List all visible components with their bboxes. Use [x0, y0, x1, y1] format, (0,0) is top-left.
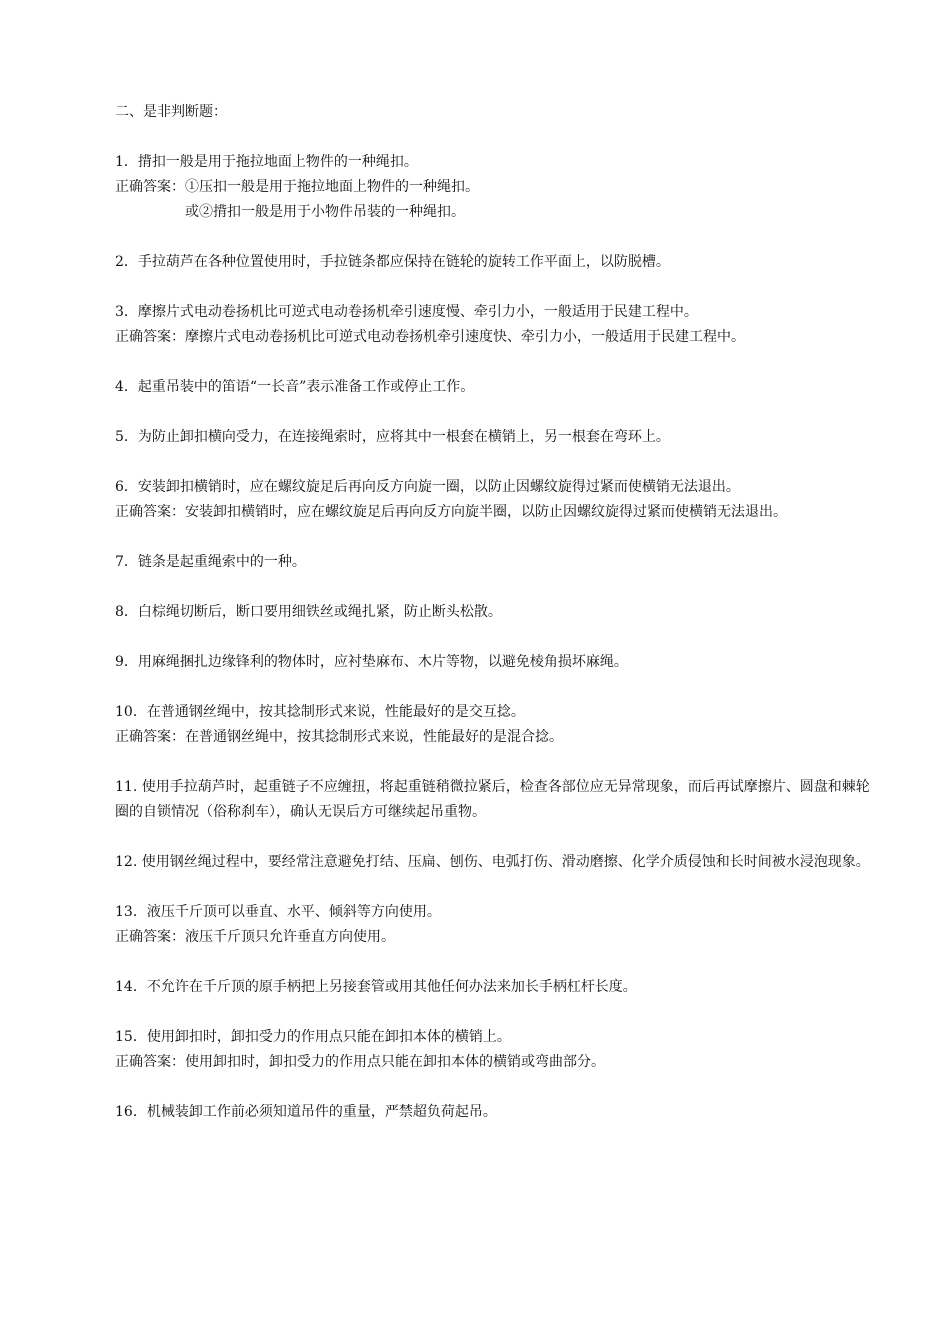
- question-text: 16．机械装卸工作前必须知道吊件的重量，严禁超负荷起吊。: [115, 1104, 497, 1120]
- question-item-12: [115, 850, 875, 875]
- question-item-3: [115, 300, 875, 350]
- question-text: 6．安装卸扣横销时，应在螺纹旋足后再向反方向旋一圈，以防止因螺纹旋得过紧而使横销无法退出。: [115, 479, 740, 495]
- answer-label: 正确答案：: [115, 929, 185, 945]
- question-item-7: [115, 550, 875, 575]
- question-item-4: [115, 375, 875, 400]
- answer-block: [115, 725, 875, 750]
- answer-label: 正确答案：: [115, 1054, 185, 1070]
- answer-line-1: ①压扣一般是用于拖拉地面上物件的一种绳扣。: [185, 179, 479, 195]
- answer-text: 使用卸扣时，卸扣受力的作用点只能在卸扣本体的横销或弯曲部分。: [185, 1054, 605, 1070]
- section-title: 二、是非判断题：: [115, 104, 227, 120]
- answer-text: 在普通钢丝绳中，按其捻制形式来说，性能最好的是混合捻。: [185, 729, 563, 745]
- answer-block: [115, 325, 875, 350]
- question-item-14: [115, 975, 875, 1000]
- question-item-8: [115, 600, 875, 625]
- question-item-9: [115, 650, 875, 675]
- question-item-16: [115, 1100, 875, 1125]
- question-text: 3．摩擦片式电动卷扬机比可逆式电动卷扬机牵引速度慢、牵引力小，一般适用于民建工程中。: [115, 304, 698, 320]
- question-text: 4．起重吊装中的笛语“一长音”表示准备工作或停止工作。: [115, 379, 475, 395]
- answer-block: [115, 1050, 875, 1075]
- question-item-6: [115, 475, 875, 525]
- answer-block: [115, 500, 875, 525]
- question-item-15: [115, 1025, 875, 1075]
- question-text: 13．液压千斤顶可以垂直、水平、倾斜等方向使用。: [115, 904, 441, 920]
- question-text: 14．不允许在千斤顶的原手柄把上另接套管或用其他任何办法来加长手柄杠杆长度。: [115, 979, 637, 995]
- question-text: 5．为防止卸扣横向受力，在连接绳索时，应将其中一根套在横销上，另一根套在弯环上。: [115, 429, 670, 445]
- question-item-13: [115, 900, 875, 950]
- question-text: 9．用麻绳捆扎边缘锋利的物体时，应衬垫麻布、木片等物，以避免棱角损坏麻绳。: [115, 654, 628, 670]
- question-text: 12. 使用钢丝绳过程中，要经常注意避免打结、压扁、刨伤、电弧打伤、滑动磨擦、化学介质侵蚀和长时间被水浸泡现象。: [115, 854, 870, 870]
- question-item-11: [115, 775, 875, 825]
- question-item-10: [115, 700, 875, 750]
- answer-label: 正确答案：: [115, 729, 185, 745]
- question-text: 8．白棕绳切断后，断口要用细铁丝或绳扎紧，防止断头松散。: [115, 604, 502, 620]
- question-item-5: [115, 425, 875, 450]
- answer-row: [115, 175, 875, 225]
- answer-text: 摩擦片式电动卷扬机比可逆式电动卷扬机牵引速度快、牵引力小，一般适用于民建工程中。: [185, 329, 745, 345]
- question-item-2: [115, 250, 875, 275]
- question-item-1: [115, 150, 875, 225]
- question-text: 11. 使用手拉葫芦时，起重链子不应缠扭，将起重链稍微拉紧后，检查各部位应无异常现象，而后再试摩擦片、圆盘和棘轮圈的自锁情况（俗称刹车），确认无误后方可继续起吊重物。: [115, 779, 870, 820]
- question-text: 15．使用卸扣时，卸扣受力的作用点只能在卸扣本体的横销上。: [115, 1029, 511, 1045]
- question-text: 2．手拉葫芦在各种位置使用时，手拉链条都应保持在链轮的旋转工作平面上，以防脱槽。: [115, 254, 670, 270]
- question-text: 10．在普通钢丝绳中，按其捻制形式来说，性能最好的是交互捻。: [115, 704, 525, 720]
- answer-line-2: 或②揹扣一般是用于小物件吊装的一种绳扣。: [185, 204, 465, 220]
- answer-text: 安装卸扣横销时，应在螺纹旋足后再向反方向旋半圈，以防止因螺纹旋得过紧而使横销无法退出。: [185, 504, 787, 520]
- answer-label: 正确答案：: [115, 329, 185, 345]
- document-page: [115, 100, 875, 1150]
- answer-label: 正确答案：: [115, 504, 185, 520]
- answer-block: [115, 925, 875, 950]
- answer-text: [185, 175, 875, 225]
- question-text: 1．揹扣一般是用于拖拉地面上物件的一种绳扣。: [115, 154, 418, 170]
- answer-text: 液压千斤顶只允许垂直方向使用。: [185, 929, 395, 945]
- answer-label: 正确答案：: [115, 179, 185, 195]
- question-text: 7．链条是起重绳索中的一种。: [115, 554, 306, 570]
